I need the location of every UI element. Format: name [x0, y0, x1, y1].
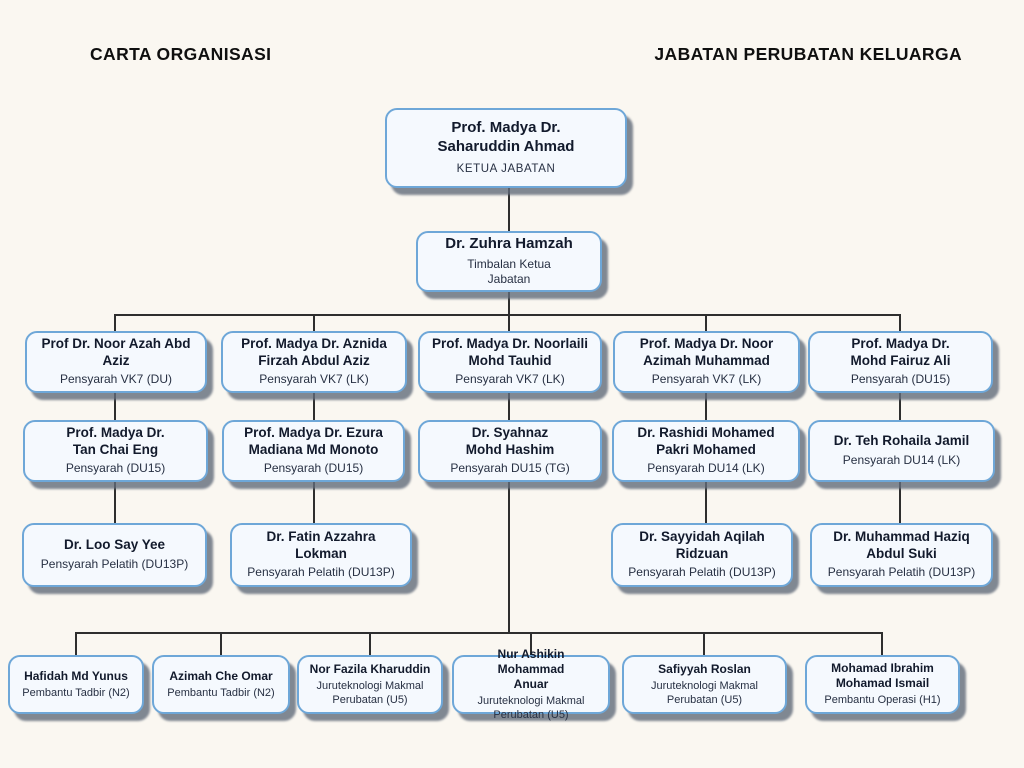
- person-name: Dr. Rashidi Mohamed Pakri Mohamed: [637, 424, 775, 457]
- person-role: Pensyarah (DU15): [65, 461, 166, 476]
- person-role: Pensyarah Pelatih (DU13P): [827, 565, 976, 580]
- org-node-bottom-6: [805, 655, 960, 714]
- connector-stub-bottom-1: [75, 632, 77, 655]
- person-role: Pensyarah DU14 (LK): [842, 453, 961, 468]
- person-role: Pensyarah VK7 (LK): [455, 372, 565, 387]
- person-role: Pensyarah (DU15): [850, 372, 951, 387]
- person-name: Prof. Madya Dr. Noorlaili Mohd Tauhid: [431, 335, 589, 368]
- person-name: Dr. Zuhra Hamzah: [445, 235, 573, 253]
- connector-bus-bottom: [76, 632, 882, 634]
- person-role: Pembantu Tadbir (N2): [22, 686, 130, 699]
- org-node-ketua-jabatan: [385, 108, 627, 188]
- person-name: Dr. Muhammad Haziq Abdul Suki: [833, 528, 970, 561]
- org-node-row3-5: [808, 331, 993, 393]
- person-role: Pensyarah (DU15): [263, 461, 364, 476]
- person-name: Prof. Madya Dr. Aznida Firzah Abdul Aziz: [241, 335, 387, 368]
- connector-stub-bottom-2: [220, 632, 222, 655]
- org-node-row4-1: [23, 420, 208, 482]
- person-name: Prof. Madya Dr. Mohd Fairuz Ali: [850, 335, 951, 368]
- person-role: Juruteknologi Makmal Perubatan (U5): [477, 694, 585, 721]
- person-name: Prof. Madya Dr. Tan Chai Eng: [66, 424, 165, 457]
- org-node-row5-5: [810, 523, 993, 587]
- person-role: Pensyarah VK7 (DU): [59, 372, 173, 387]
- person-name: Dr. Fatin Azzahra Lokman: [266, 528, 376, 561]
- person-name: Dr. Loo Say Yee: [63, 537, 166, 553]
- person-name: Safiyyah Roslan: [658, 661, 751, 676]
- org-node-row3-4: [613, 331, 800, 393]
- org-node-row3-1: [25, 331, 207, 393]
- connector-row4-row5-c2: [313, 481, 315, 524]
- person-name: Dr. Teh Rohaila Jamil: [833, 433, 970, 449]
- person-role: Pensyarah DU14 (LK): [647, 461, 765, 476]
- person-name: Prof. Madya Dr. Saharuddin Ahmad: [437, 118, 575, 155]
- connector-row3-row4-c4: [705, 392, 707, 421]
- org-node-bottom-2: [152, 655, 290, 714]
- person-role: Pensyarah DU15 (TG): [450, 461, 570, 476]
- person-name: Azimah Che Omar: [169, 668, 273, 683]
- org-node-bottom-5: [622, 655, 787, 714]
- connector-stub-row3-c1: [114, 314, 116, 332]
- connector-timbalan-bus: [508, 292, 510, 332]
- org-node-timbalan-ketua: [416, 231, 602, 292]
- connector-row3-row4-c1: [114, 392, 116, 421]
- chart-title-right: JABATAN PERUBATAN KELUARGA: [654, 44, 962, 64]
- connector-stub-bottom-6: [881, 632, 883, 655]
- org-node-bottom-3: [297, 655, 443, 714]
- connector-stub-row3-c2: [313, 314, 315, 332]
- connector-stub-bottom-5: [703, 632, 705, 655]
- person-role: Pembantu Operasi (H1): [824, 694, 941, 707]
- org-node-row4-5: [808, 420, 995, 482]
- connector-ketua-timbalan: [508, 188, 510, 232]
- org-node-row4-3: [418, 420, 602, 482]
- person-role: Juruteknologi Makmal Perubatan (U5): [316, 679, 424, 706]
- connector-row3-row4-c3: [508, 392, 510, 421]
- connector-row3-row4-c2: [313, 392, 315, 421]
- connector-row4-row5-c4: [705, 481, 707, 524]
- person-name: Nor Fazila Kharuddin: [309, 661, 431, 676]
- org-node-row4-2: [222, 420, 405, 482]
- person-name: Dr. Sayyidah Aqilah Ridzuan: [639, 528, 765, 561]
- person-name: Dr. Syahnaz Mohd Hashim: [465, 424, 555, 457]
- connector-stub-row3-c5: [899, 314, 901, 332]
- person-role: Pensyarah VK7 (LK): [259, 372, 369, 387]
- org-node-row4-4: [612, 420, 800, 482]
- person-role: Pensyarah VK7 (LK): [651, 372, 762, 387]
- org-node-bottom-4: [452, 646, 610, 721]
- person-name: Prof. Madya Dr. Ezura Madiana Md Monoto: [244, 424, 383, 457]
- connector-stub-row3-c4: [705, 314, 707, 332]
- person-role: Pensyarah Pelatih (DU13P): [628, 565, 776, 580]
- org-node-bottom-1: [8, 655, 144, 714]
- person-role: Juruteknologi Makmal Perubatan (U5): [651, 679, 758, 706]
- connector-row4-row5-c5: [899, 481, 901, 524]
- person-name: Nur Ashikin Mohammad Anuar: [497, 646, 565, 691]
- person-role: Pembantu Tadbir (N2): [167, 686, 275, 699]
- connector-stub-bottom-3: [369, 632, 371, 655]
- person-role: Pensyarah Pelatih (DU13P): [40, 557, 189, 572]
- person-name: Mohamad Ibrahim Mohamad Ismail: [831, 661, 934, 691]
- connector-bus-row3: [115, 314, 901, 316]
- org-node-row5-4: [611, 523, 793, 587]
- person-name: Prof. Madya Dr. Noor Azimah Muhammad: [639, 335, 774, 368]
- person-role: Pensyarah Pelatih (DU13P): [247, 565, 395, 580]
- chart-title-left: CARTA ORGANISASI: [90, 44, 272, 64]
- connector-row3-row4-c5: [899, 392, 901, 421]
- org-node-row3-2: [221, 331, 407, 393]
- person-role: Timbalan Ketua Jabatan: [467, 256, 551, 287]
- connector-row4-row5-c1: [114, 481, 116, 524]
- org-node-row5-1: [22, 523, 207, 587]
- org-node-row5-2: [230, 523, 412, 587]
- connector-center-bottom-bus: [508, 481, 510, 634]
- person-role: KETUA JABATAN: [456, 163, 556, 176]
- person-name: Hafidah Md Yunus: [24, 668, 128, 683]
- org-node-row3-3: [418, 331, 602, 393]
- person-name: Prof Dr. Noor Azah Abd Aziz: [41, 335, 191, 368]
